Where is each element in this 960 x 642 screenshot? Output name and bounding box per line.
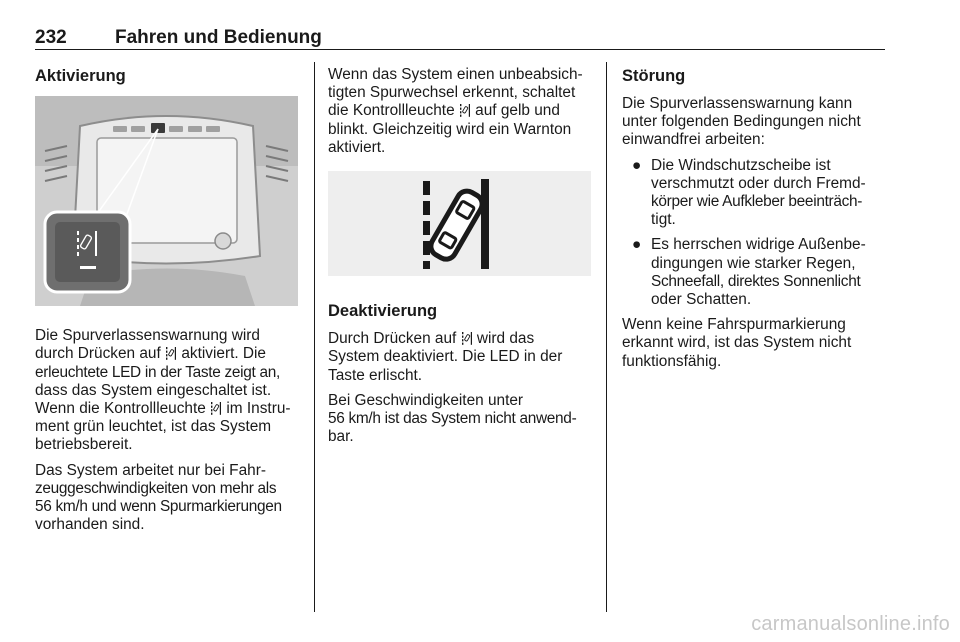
- list-item: ● Es herrschen widrige Außenbe- dingungen wie starker Regen, Schneefall, direktes Sonnenlicht oder Schatten.: [632, 236, 866, 309]
- column-3: [622, 66, 886, 378]
- column-2: [328, 66, 596, 453]
- lane-departure-icon: [210, 401, 222, 415]
- paragraph-aktivierung-1: Die Spurverlassenswarnung wird durch Drücken auf aktiviert. Die erleuchtete LED in der Taste zeigt an, dass das System eingeschaltet ist. Wenn die Kontrollleuchte im Instru- ment grün leuchtet, ist das System betriebsbereit.: [35, 327, 291, 454]
- lane-departure-icon: [459, 103, 471, 117]
- dashboard-photo: [35, 96, 298, 306]
- lane-departure-icon: [461, 331, 473, 345]
- paragraph-aktivierung-2: Das System arbeitet nur bei Fahr- zeuggeschwindigkeiten von mehr als 56 km/h und wenn Spurmarkierungen vorhanden sind.: [35, 461, 282, 534]
- paragraph-stoerung-intro: Die Spurverlassenswarnung kann unter folgenden Bedingungen nicht einwandfrei arbeiten:: [622, 95, 861, 149]
- paragraph-stoerung-outro: Wenn keine Fahrspurmarkierung erkannt wird, ist das System nicht funktionsfähig.: [622, 316, 852, 370]
- condition-list: [622, 157, 886, 310]
- watermark[interactable]: carmanualsonline.info: [751, 613, 950, 635]
- column-divider: [606, 62, 607, 612]
- bullet: ●: [632, 156, 642, 174]
- page-title: Fahren und Bedienung: [115, 27, 322, 48]
- section-heading-stoerung: Störung: [622, 67, 686, 85]
- page-number: 232: [35, 27, 67, 48]
- column-1: [35, 66, 303, 541]
- page-header: [35, 27, 885, 50]
- bullet: ●: [632, 236, 642, 254]
- dashboard-figure: [35, 96, 303, 311]
- list-item: ● Die Windschutzscheibe ist verschmutzt oder durch Fremd- körper wie Aufkleber beeinträch- tigt.: [632, 156, 866, 229]
- lane-departure-icon: [165, 346, 177, 360]
- paragraph-geschwindigkeit: Bei Geschwindigkeiten unter 56 km/h ist das System nicht anwend- bar.: [328, 391, 577, 446]
- paragraph-warnung: Wenn das System einen unbeabsich- tigten Spurwechsel erkennt, schaltet die Kontrollleuchte auf gelb und blinkt. Gleichzeitig wird ein Warnton aktiviert.: [328, 66, 583, 156]
- section-heading-deaktivierung: Deaktivierung: [328, 302, 438, 321]
- section-heading-aktivierung: Aktivierung: [35, 67, 126, 85]
- paragraph-deaktivierung: Durch Drücken auf wird das System deaktiviert. Die LED in der Taste erlischt.: [328, 330, 563, 384]
- column-divider: [314, 62, 315, 612]
- lane-departure-figure: [328, 171, 596, 281]
- lane-departure-icon: [328, 171, 591, 276]
